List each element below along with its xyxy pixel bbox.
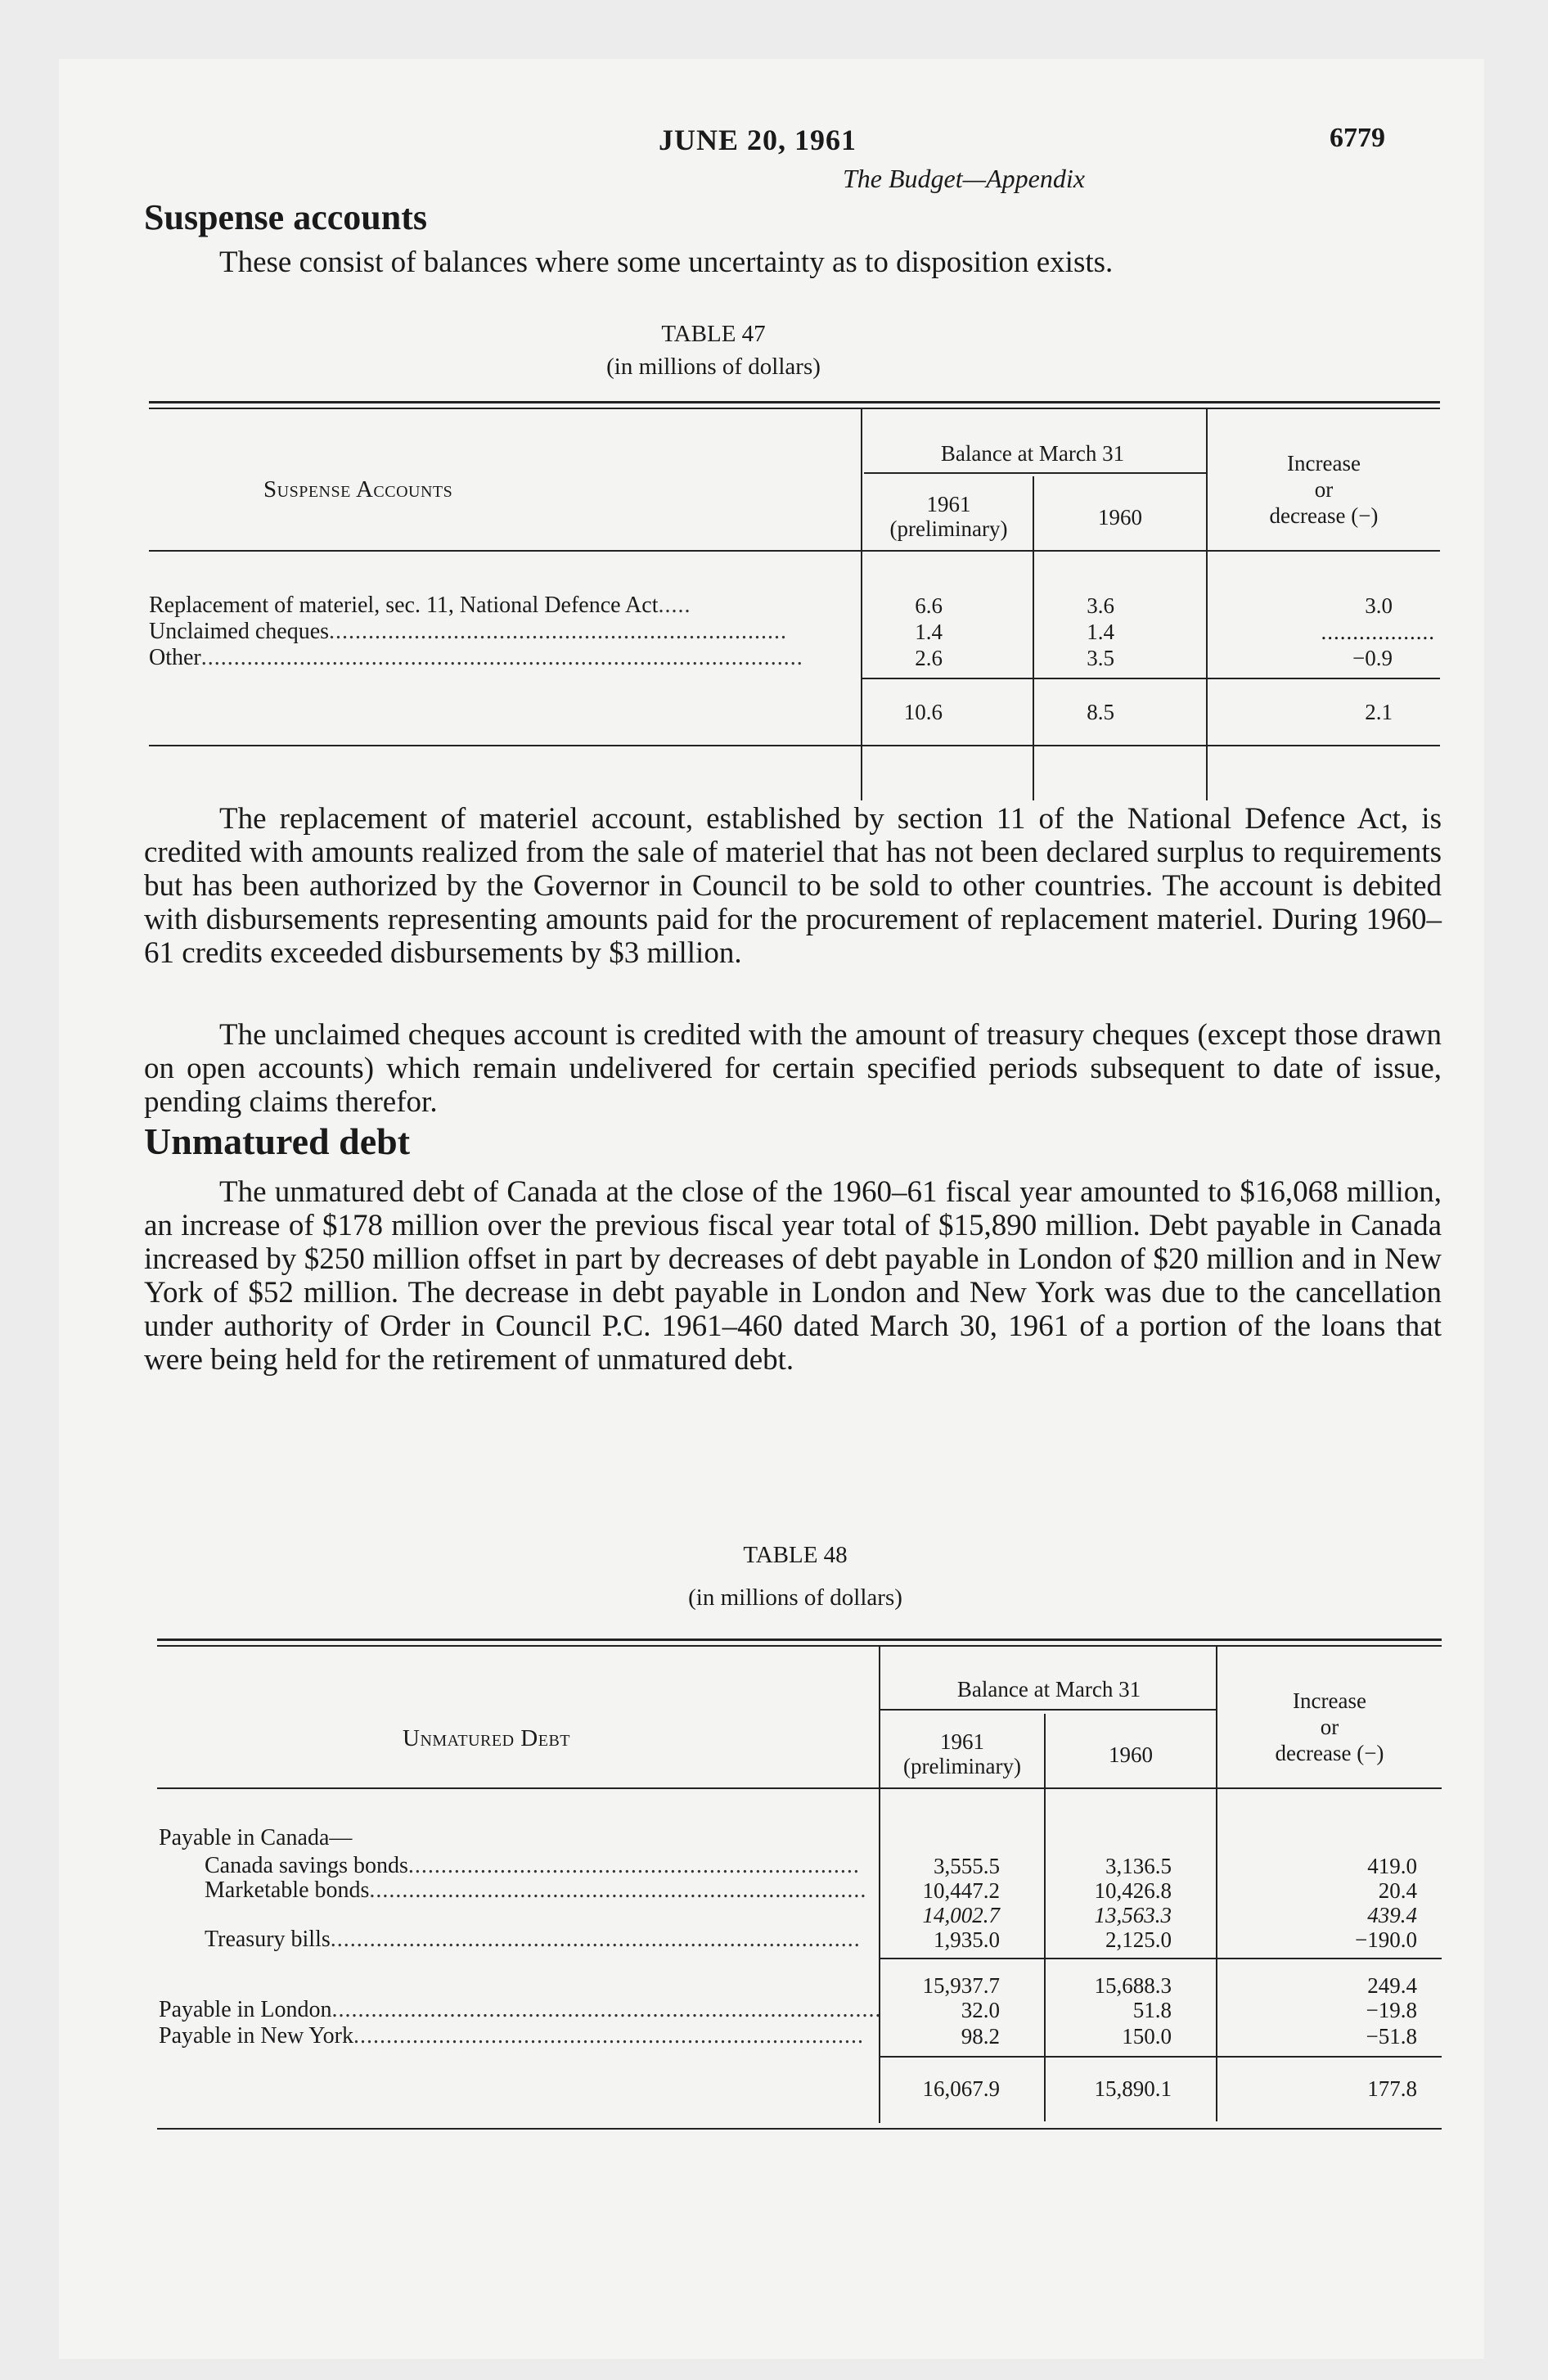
table47-col-change: Increase [1287, 451, 1361, 476]
table48-col-1961: 1961 [940, 1729, 984, 1754]
table47-row-label: Unclaimed cheques...................................................................... [149, 619, 788, 644]
table47-units: (in millions of dollars) [606, 354, 821, 380]
unmatured-paragraph: The unmatured debt of Canada at the close of the 1960–61 fiscal year amounted to $16,068 million, an increase of $178 million over the previous fiscal year total of $15,890 million. Debt payable in Canada increased by $250 million offset in part by decreases of debt payable in London of $20 million and in New York of $52 million. The decrease in debt payable in London and New York was due to the cancellation under authority of Order in Council P.C. 1961–460 dated March 30, 1961 of a portion of the loans that were being held for the retirement of unmatured debt. [144, 1175, 1442, 1377]
table47-row-change-dots: .................. [1321, 620, 1435, 644]
table47-row-change: −0.9 [1352, 646, 1393, 670]
table48-row-change: −190.0 [1355, 1927, 1417, 1952]
table47-row-1961: 6.6 [915, 593, 943, 618]
table48-grand-total-1960: 15,890.1 [1094, 2076, 1172, 2101]
table47-total-1961: 10.6 [903, 700, 943, 724]
table48-row-label: Canada savings bonds..................................................................... [205, 1853, 860, 1878]
header-date: JUNE 20, 1961 [659, 124, 857, 156]
table48-col-change-or: or [1320, 1715, 1339, 1739]
table48-stub-header: Unmatured Debt [403, 1725, 571, 1751]
table47-row-1961: 2.6 [915, 646, 943, 670]
table48-row-1961: 32.0 [961, 1998, 1000, 2022]
table48-row-1961: 1,935.0 [934, 1927, 1000, 1952]
table48-number: TABLE 48 [743, 1542, 848, 1568]
unclaimed-paragraph: The unclaimed cheques account is credited with the amount of treasury cheques (except those drawn on open accounts) which remain undelivered for certain specified periods subsequent to date of issue, pending claims therefor. [144, 1018, 1442, 1119]
table47-row-1960: 3.6 [1087, 593, 1114, 618]
table48-row-change: 20.4 [1378, 1878, 1417, 1903]
table48-row-1961: 10,447.2 [922, 1878, 1000, 1903]
table48-row-label: Marketable bonds............................................................................ [205, 1877, 867, 1903]
table48-row-1960: 3,136.5 [1105, 1854, 1172, 1878]
table48-col-change-sub: decrease (−) [1275, 1741, 1384, 1765]
table48-subtotal-1961: 14,002.7 [922, 1903, 1000, 1927]
suspense-intro: These consist of balances where some uncertainty as to disposition exists. [219, 246, 1114, 279]
table48-grand-total-change: 177.8 [1367, 2076, 1417, 2101]
table48-canada-total-1961: 15,937.7 [922, 1973, 1000, 1998]
table47-stub-header: Suspense Accounts [263, 476, 453, 503]
table48-row-1960: 2,125.0 [1105, 1927, 1172, 1952]
page-number: 6779 [1330, 123, 1385, 153]
table47-row-1960: 3.5 [1087, 646, 1114, 670]
table48-col-1960: 1960 [1109, 1742, 1153, 1767]
table48-row-1961: 98.2 [961, 2024, 1000, 2049]
table47-balance-header: Balance at March 31 [940, 441, 1125, 466]
table47-col-change-sub: decrease (−) [1269, 503, 1379, 528]
table48-canada-total-1960: 15,688.3 [1094, 1973, 1172, 1998]
table48-row-change: −51.8 [1366, 2024, 1417, 2049]
table48-row-1960: 51.8 [1132, 1998, 1172, 2022]
table48-col-change: Increase [1293, 1688, 1366, 1713]
table47-total-1960: 8.5 [1087, 700, 1114, 724]
table47-row-change: 3.0 [1365, 593, 1393, 618]
table48-row-change: 419.0 [1367, 1854, 1417, 1878]
table47-col-change-or: or [1314, 477, 1334, 502]
page [59, 59, 1484, 2359]
replacement-paragraph: The replacement of materiel account, established by section 11 of the National Defence Act, is credited with amounts realized from the sale of materiel that has not been declared surplus to requirements but has been authorized by the Governor in Council to be sold to other countries. The account is debited with disbursements representing amounts paid for the procurement of replacement materiel. During 1960–61 credits exceeded disbursements by $3 million. [144, 802, 1442, 970]
table48-subtotal-change: 439.4 [1367, 1903, 1417, 1927]
table47-number: TABLE 47 [661, 321, 766, 347]
table48-row-1961: 3,555.5 [934, 1854, 1000, 1878]
table47-row-1961: 1.4 [915, 620, 943, 644]
table48-row-1960: 150.0 [1122, 2024, 1172, 2049]
table48-row-label: Payable in London.................................................................................... [159, 1997, 882, 2022]
table48-grand-total-1961: 16,067.9 [922, 2076, 1000, 2101]
table47-row-label: Replacement of materiel, sec. 11, National Defence Act..... [149, 593, 691, 618]
table47-row-1960: 1.4 [1087, 620, 1114, 644]
table48-row-label: Treasury bills................................................................................. [205, 1927, 861, 1952]
section-heading-unmatured: Unmatured debt [144, 1120, 411, 1162]
table47-col-1961-sub: (preliminary) [889, 516, 1008, 541]
table48-row-1960: 10,426.8 [1094, 1878, 1172, 1903]
section-heading-suspense: Suspense accounts [144, 197, 427, 237]
table47-col-1961: 1961 [926, 492, 971, 516]
running-title: The Budget—Appendix [843, 164, 1085, 193]
table48-canada-total-change: 249.4 [1367, 1973, 1417, 1998]
table48-subtotal-1960: 13,563.3 [1094, 1903, 1172, 1927]
table48-col-1961-sub: (preliminary) [903, 1754, 1021, 1778]
table47-col-1960: 1960 [1098, 505, 1142, 530]
table48-group-label: Payable in Canada— [159, 1825, 353, 1850]
table48-units: (in millions of dollars) [688, 1584, 902, 1611]
table47-row-label: Other............................................................................................ [149, 645, 803, 670]
table48-row-label: Payable in New York.............................................................................. [159, 2023, 864, 2049]
table48-row-change: −19.8 [1366, 1998, 1417, 2022]
table48-balance-header: Balance at March 31 [956, 1677, 1141, 1702]
table47-total-change: 2.1 [1365, 700, 1393, 724]
